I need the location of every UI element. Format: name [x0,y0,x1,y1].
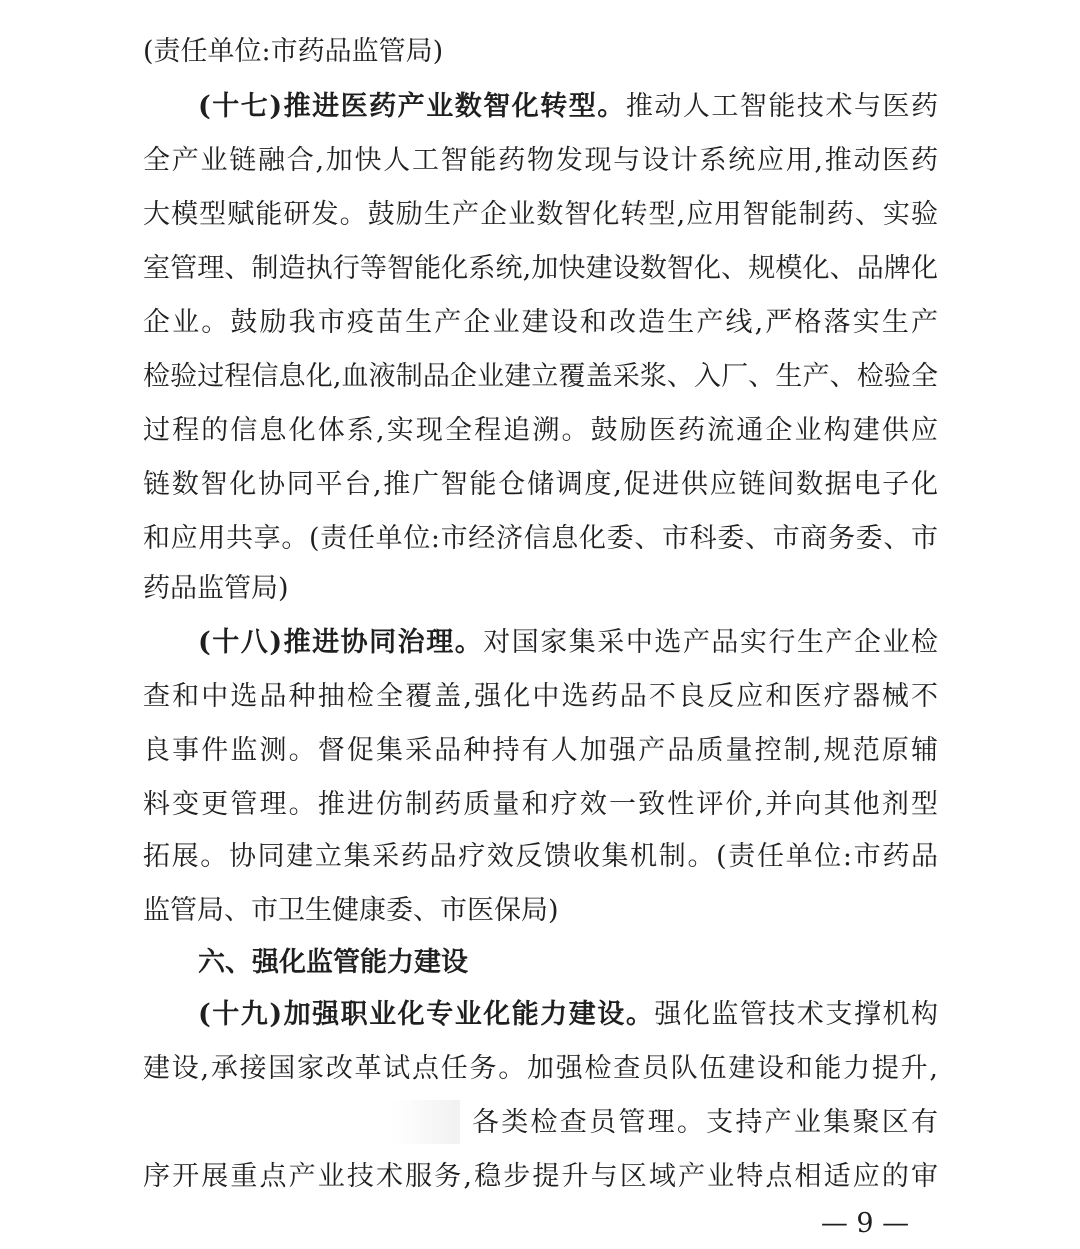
paragraph-18-first-line [198,616,938,670]
text-span: 和应用共享。(责任单位:市经济信息化委、市科委、市商务委、市 [143,523,938,554]
text-line [143,562,938,616]
text-span: 拓展。协同建立集采药品疗效反馈收集机制。(责任单位:市药品 [143,841,938,872]
text-line [143,884,938,938]
text-span: (责任单位:市药品监管局) [143,36,444,67]
paragraph-19-first-line [198,988,938,1042]
text-span: 过程的信息化体系,实现全程追溯。鼓励医药流通企业构建供应 [143,415,938,446]
text-span: 各类检查员管理。支持产业集聚区有 [472,1107,938,1138]
text-span: 大模型赋能研发。鼓励生产企业数智化转型,应用智能制药、实验 [143,199,938,230]
text-span: 链数智化协同平台,推广智能仓储调度,促进供应链间数据电子化 [143,469,938,500]
text-span: 全产业链融合,加快人工智能药物发现与设计系统应用,推动医药 [143,145,938,176]
text-span: 检验过程信息化,血液制品企业建立覆盖采浆、入厂、生产、检验全 [143,361,938,392]
section-heading: 六、强化监管能力建设 [198,947,468,978]
text-line [143,1042,938,1096]
text-span: 建设,承接国家改革试点任务。加强检查员队伍建设和能力提升, [143,1053,938,1084]
text-line [143,778,938,832]
text-line [143,458,938,512]
text-line [143,670,938,724]
text-span: 企业。鼓励我市疫苗生产企业建设和改造生产线,严格落实生产 [143,307,938,338]
text-line [143,404,938,458]
text-line [143,830,938,884]
obscured-region [120,1100,460,1144]
text-span: 对国家集采中选产品实行生产企业检 [483,627,938,658]
text-line [143,25,938,79]
text-span: 监管局、市卫生健康委、市医保局) [143,895,559,926]
paragraph-17-first-line [198,80,938,134]
text-line [143,242,938,296]
text-span: 料变更管理。推进仿制药质量和疗效一致性评价,并向其他剂型 [143,789,938,820]
text-line [143,296,938,350]
page-number: — 9 — [820,1208,910,1239]
text-span: 良事件监测。督促集采品种持有人加强产品质量控制,规范原辅 [143,735,938,766]
text-line [143,724,938,778]
text-line [143,1150,938,1204]
paragraph-19-title: (十九)加强职业化专业化能力建设。 [198,999,655,1030]
text-span: 强化监管技术支撑机构 [654,999,938,1030]
text-line [143,134,938,188]
paragraph-18-title: (十八)推进协同治理。 [198,627,484,658]
text-span: 序开展重点产业技术服务,稳步提升与区域产业特点相适应的审 [143,1161,938,1192]
text-line [143,350,938,404]
text-line [143,512,938,566]
text-span: 推动人工智能技术与医药 [625,91,938,122]
text-span: 药品监管局) [143,573,289,604]
paragraph-17-title: (十七)推进医药产业数智化转型。 [198,91,626,122]
text-span: 查和中选品种抽检全覆盖,强化中选药品不良反应和医疗器械不 [143,681,938,712]
text-line-partially-obscured [472,1096,938,1150]
text-line [143,188,938,242]
text-span: 室管理、制造执行等智能化系统,加快建设数智化、规模化、品牌化 [143,253,938,284]
